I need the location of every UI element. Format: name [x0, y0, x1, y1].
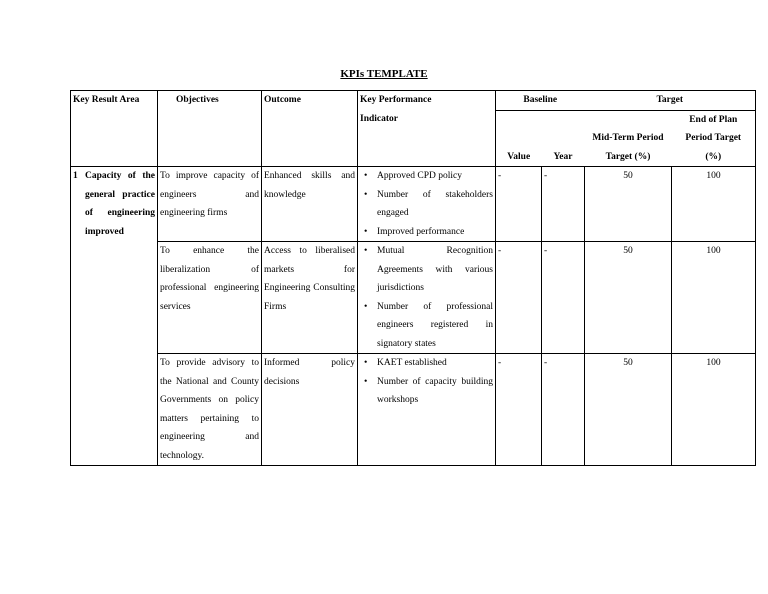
table-row — [71, 242, 756, 354]
document-title: KPIs TEMPLATE — [340, 68, 428, 80]
baseline-year-cell: - — [542, 354, 585, 466]
header-objectives: Objectives — [158, 91, 262, 167]
header-kpi — [358, 91, 496, 167]
header-kra: Key Result Area — [71, 91, 158, 167]
kra-text: Capacity of the general practice of engineering improved — [85, 171, 155, 237]
baseline-value-cell: - — [496, 354, 542, 466]
kra-number: 1 — [73, 171, 78, 181]
kpi-item: • Improved performance — [377, 223, 493, 242]
header-mid-term-line1: Mid-Term Period — [592, 133, 664, 143]
mid-term-cell: 50 — [585, 242, 672, 354]
kpi-table — [70, 90, 756, 466]
kpi-cell — [358, 167, 496, 242]
mid-term-cell: 50 — [585, 354, 672, 466]
header-kpi-line1: Key Performance — [360, 95, 432, 105]
outcome-cell: Access to liberalised markets for Engineering Consulting Firms — [262, 242, 358, 354]
kpi-list — [360, 167, 493, 241]
kpi-list — [360, 354, 493, 410]
header-kpi-line2: Indicator — [360, 113, 398, 124]
baseline-value-cell: - — [496, 242, 542, 354]
baseline-value-cell: - — [496, 167, 542, 242]
header-baseline: Baseline — [496, 91, 585, 111]
header-row-1 — [71, 91, 756, 111]
outcome-cell: Informed policy decisions — [262, 354, 358, 466]
header-end-plan-line3: (%) — [705, 151, 722, 162]
kpi-cell — [358, 354, 496, 466]
header-outcome: Outcome — [262, 91, 358, 167]
kpi-item: • Approved CPD policy — [377, 167, 493, 186]
header-mid-term-line2: Target (%) — [605, 151, 651, 162]
table-row — [71, 354, 756, 466]
kpi-item: • Mutual Recognition Agreements with various jurisdictions — [377, 242, 493, 298]
table-row — [71, 167, 756, 242]
mid-term-cell: 50 — [585, 167, 672, 242]
kra-cell — [71, 167, 158, 466]
kpi-item: • Number of professional engineers registered in signatory states — [377, 298, 493, 354]
header-target: Target — [585, 91, 756, 111]
kpi-item: • Number of capacity building workshops — [377, 373, 493, 410]
outcome-cell: Enhanced skills and knowledge — [262, 167, 358, 242]
end-plan-cell: 100 — [672, 167, 756, 242]
header-mid-term — [585, 110, 672, 167]
objective-cell: To provide advisory to the National and County Governments on policy matters pertaining to engineering and technology. — [158, 354, 262, 466]
objective-cell: To enhance the liberalization of professional engineering services — [158, 242, 262, 354]
kpi-list — [360, 242, 493, 353]
end-plan-cell: 100 — [672, 242, 756, 354]
header-value: Value — [507, 151, 531, 162]
baseline-year-cell: - — [542, 242, 585, 354]
header-end-plan-line2: Period Target — [685, 133, 742, 143]
header-year: Year — [553, 151, 573, 162]
end-plan-cell: 100 — [672, 354, 756, 466]
objective-cell: To improve capacity of engineers and engineering firms — [158, 167, 262, 242]
kpi-item: • Number of stakeholders engaged — [377, 186, 493, 223]
kpi-cell — [358, 242, 496, 354]
baseline-year-cell: - — [542, 167, 585, 242]
kpi-item: • KAET established — [377, 354, 493, 373]
header-end-plan-line1: End of Plan — [689, 114, 738, 125]
header-end-plan — [672, 110, 756, 167]
